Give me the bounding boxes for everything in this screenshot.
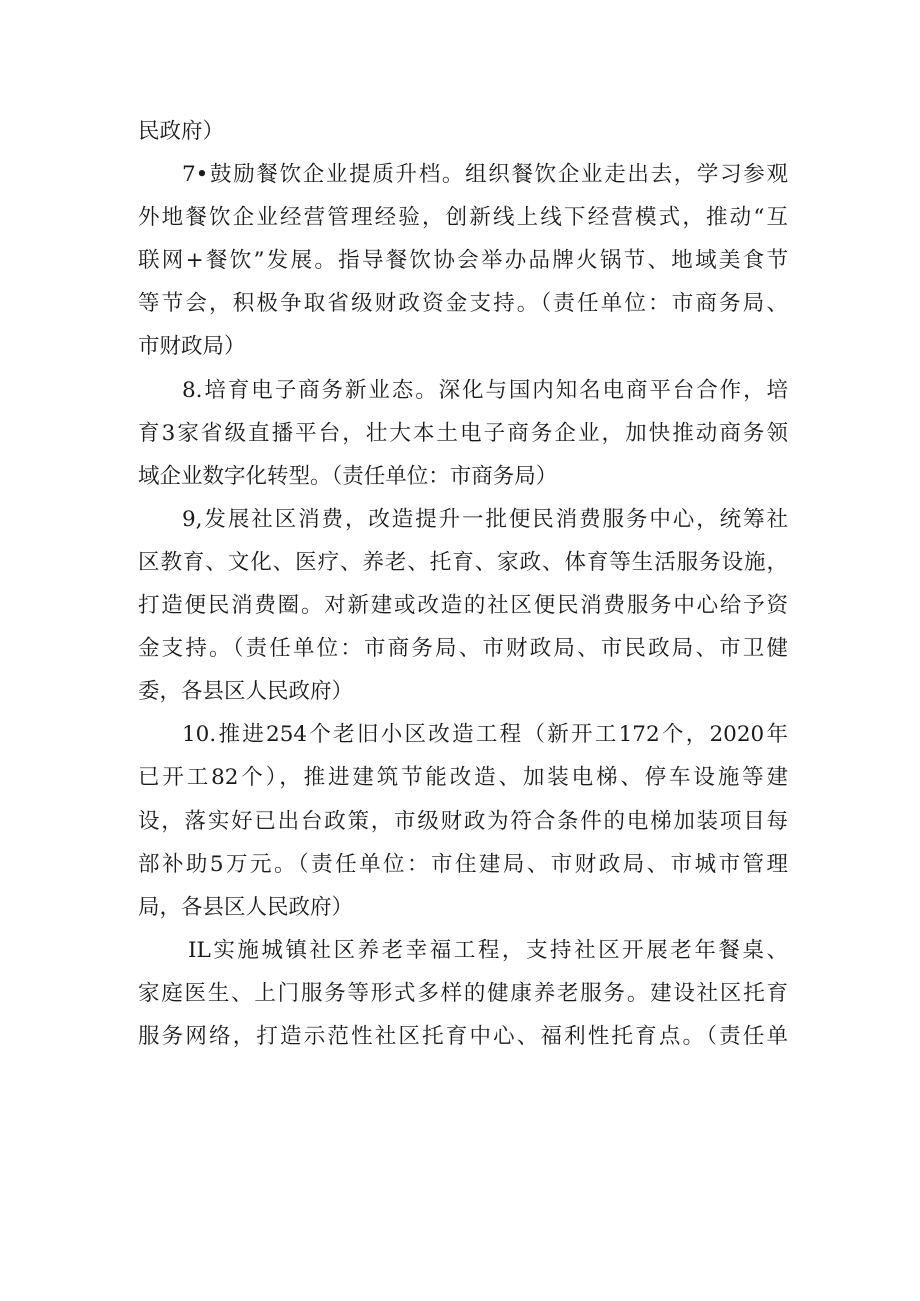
text-line: 育3家省级直播平台，壮大本土电子商务企业，加快推动商务领 xyxy=(138,420,788,446)
text-line: 设，落实好已出台政策，市级财政为符合条件的电梯加装项目每 xyxy=(138,808,788,834)
text-line: 联网+餐饮”发展。指导餐饮协会举办品牌火锅节、地域美食节 xyxy=(138,248,788,274)
text-line: 等节会，积极争取省级财政资金支持。（责任单位：市商务局、 xyxy=(138,291,788,317)
text-line: 民政府） xyxy=(138,119,225,144)
text-line: 金支持。（责任单位：市商务局、市财政局、市民政局、市卫健 xyxy=(138,636,788,662)
text-line: 10.推进254个老旧小区改造工程（新开工172个，2020年 xyxy=(182,722,788,748)
text-line: 8.培育电子商务新业态。深化与国内知名电商平台合作，培 xyxy=(182,377,788,403)
paragraph-8 xyxy=(138,369,788,498)
text-line: IL实施城镇社区养老幸福工程，支持社区开展老年餐桌、 xyxy=(188,937,788,963)
text-line: 外地餐饮企业经营管理经验，创新线上线下经营模式，推动“互 xyxy=(138,205,788,231)
paragraph-7 xyxy=(138,153,788,368)
text-line: 部补助5万元。（责任单位：市住建局、市财政局、市城市管理 xyxy=(138,851,788,877)
text-line: 委，各县区人民政府） xyxy=(138,679,354,705)
text-line: 服务网络，打造示范性社区托育中心、福利性托育点。（责任单 xyxy=(138,1023,788,1049)
paragraph-11 xyxy=(138,929,788,1058)
text-line: 9,发展社区消费，改造提升一批便民消费服务中心，统筹社 xyxy=(182,506,788,532)
text-line: 局，各县区人民政府） xyxy=(138,894,354,920)
paragraph-9 xyxy=(138,498,788,713)
text-line: 7•鼓励餐饮企业提质升档。组织餐饮企业走出去，学习参观 xyxy=(182,162,788,188)
text-line: 市财政局） xyxy=(138,334,246,360)
document-body xyxy=(138,110,788,1058)
text-line: 域企业数字化转型。（责任单位：市商务局） xyxy=(138,463,558,489)
text-line: 家庭医生、上门服务等形式多样的健康养老服务。建设社区托育 xyxy=(138,980,788,1006)
paragraph-10 xyxy=(138,713,788,928)
text-line: 已开工82个），推进建筑节能改造、加装电梯、停车设施等建 xyxy=(138,765,788,791)
text-line: 区教育、文化、医疗、养老、托育、家政、体育等生活服务设施， xyxy=(138,549,788,575)
text-line: 打造便民消费圈。对新建或改造的社区便民消费服务中心给予资 xyxy=(138,593,788,619)
paragraph-6-tail xyxy=(138,110,788,153)
